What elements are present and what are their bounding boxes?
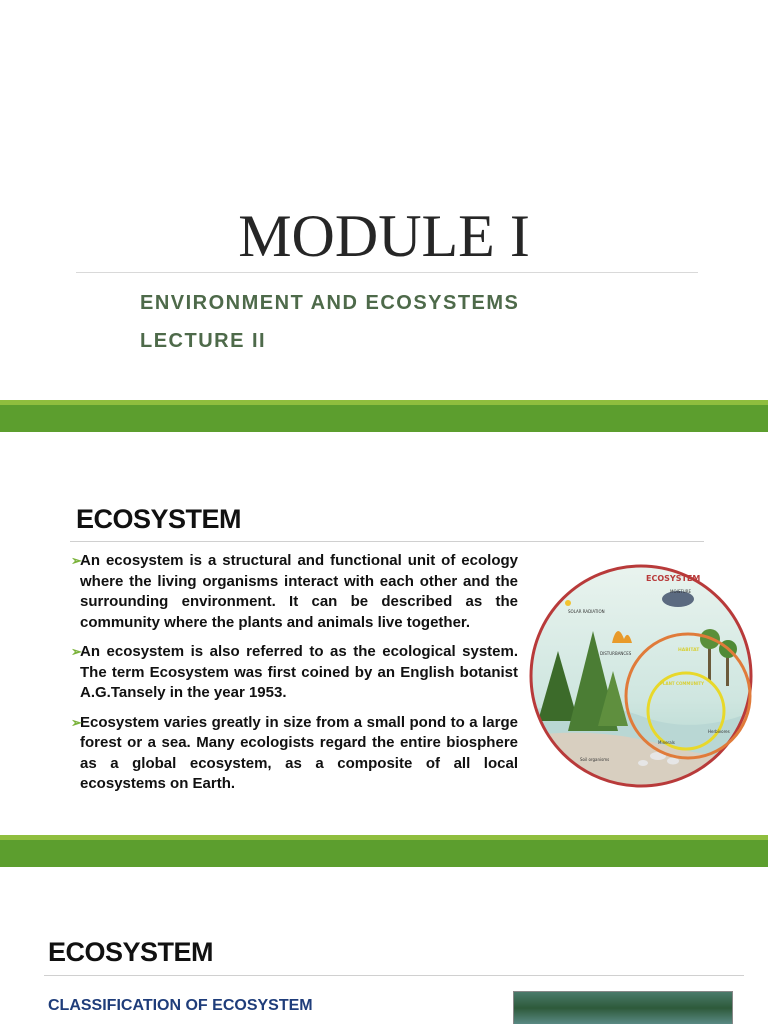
section-subheading: CLASSIFICATION OF ECOSYSTEM [48,997,313,1014]
svg-text:Soil organisms: Soil organisms [580,757,610,762]
svg-text:MOISTURE: MOISTURE [670,589,691,594]
slide-heading: ECOSYSTEM [48,937,214,967]
arrow-bullet-icon: ➢ [71,714,82,730]
module-title: MODULE I [238,203,530,269]
svg-text:Herbivores: Herbivores [708,729,730,734]
bullet-item: ➢ An ecosystem is a structural and functional unit of ecology where the living organisms interact with each other and the surrounding environment. It can be described as the community where the plants and animals live together. [71,552,518,631]
svg-text:Minerals: Minerals [658,740,675,745]
bullet-item: ➢ An ecosystem is also referred to as the ecological system. The term Ecosystem was first coined by an English botanist A.G.Tansely in the year 1953. [71,643,518,701]
arrow-bullet-icon: ➢ [71,644,82,659]
ecosystem-photo [513,991,733,1024]
svg-text:HABITAT: HABITAT [678,648,700,653]
title-slide [0,0,768,400]
classification-slide [0,867,768,1024]
arrow-bullet-icon: ➢ [71,553,82,568]
ecosystem-diagram [528,561,754,791]
bullet-list [71,551,518,804]
svg-text:SOLAR RADIATION: SOLAR RADIATION [568,609,605,614]
slide-separator [0,835,768,867]
slide-separator [0,400,768,432]
title-divider [76,272,698,273]
heading-divider [70,541,704,542]
svg-text:DISTURBANCES: DISTURBANCES [600,651,632,656]
slide-heading: ECOSYSTEM [76,504,242,534]
subtitle-lecture: LECTURE II [140,330,267,352]
diagram-title: ECOSYSTEM [646,574,701,583]
subtitle-topic: ENVIRONMENT AND ECOSYSTEMS [140,292,520,314]
heading-divider [44,975,744,976]
ecosystem-slide [0,432,768,835]
bullet-item: ➢ Ecosystem varies greatly in size from a small pond to a large forest or a sea. Many ecologists regard the entire biosphere as a global ecosystem, as a composite of all local ecosystems on Earth. [71,713,518,792]
svg-text:PLANT COMMUNITY: PLANT COMMUNITY [660,681,705,686]
